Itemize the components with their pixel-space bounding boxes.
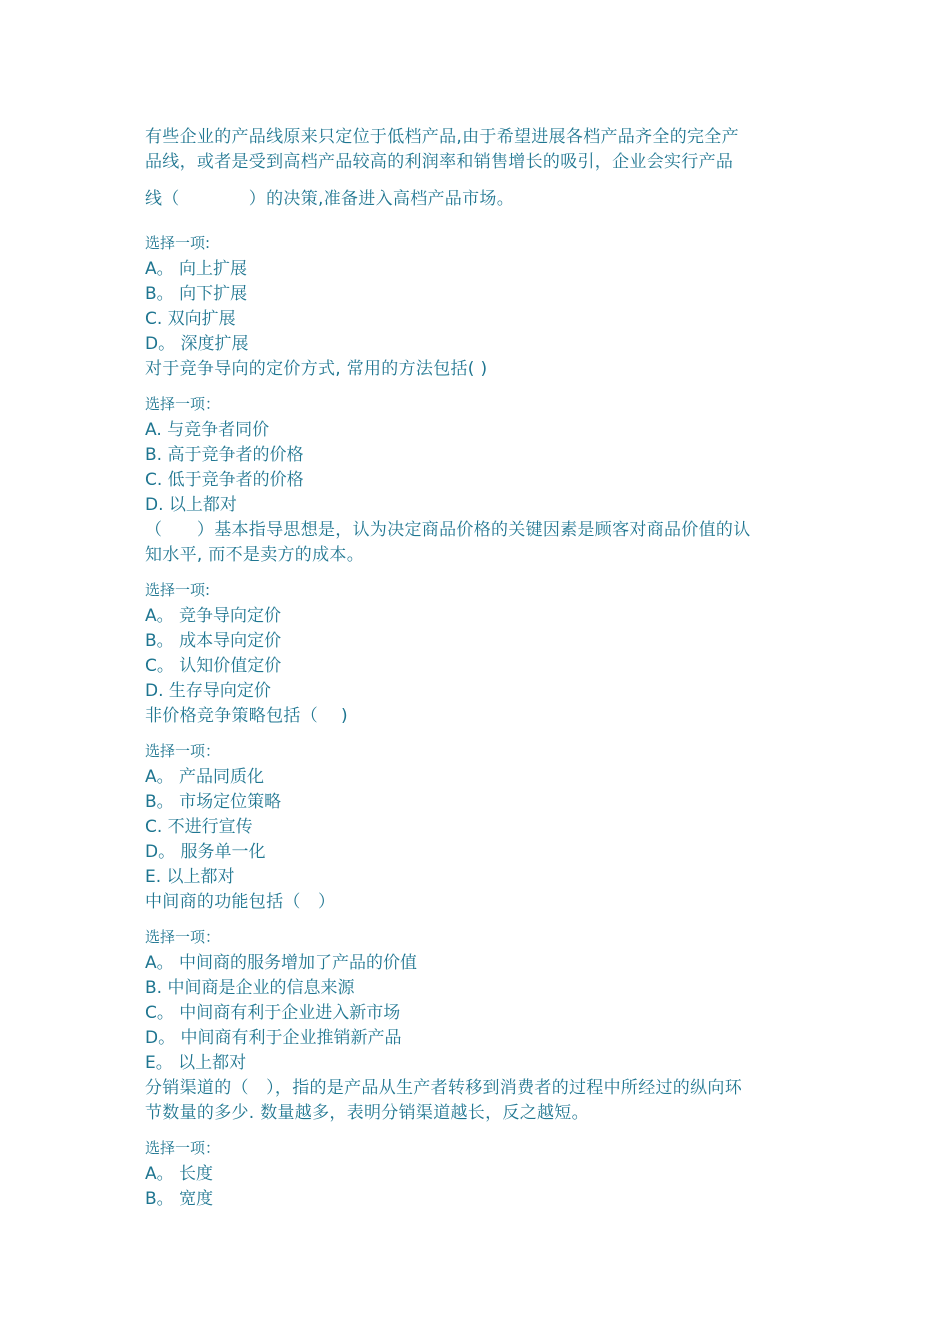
question-3-option-c[interactable]: C。 认知价值定价 xyxy=(145,656,282,676)
question-6 xyxy=(145,1076,810,1212)
question-6-option-b[interactable]: B。 宽度 xyxy=(145,1189,214,1209)
question-6-line-1: 分销渠道的（ ），指的是产品从生产者转移到消费者的过程中所经过的纵向环 xyxy=(145,1078,742,1098)
question-1-prompt: 选择一项: xyxy=(145,234,211,252)
question-5-options xyxy=(145,951,810,1076)
question-5-option-a[interactable]: A。 中间商的服务增加了产品的价值 xyxy=(145,953,418,973)
question-5-option-e[interactable]: E。 以上都对 xyxy=(145,1053,247,1073)
question-3-option-b[interactable]: B。 成本导向定价 xyxy=(145,631,282,651)
question-3-prompt: 选择一项: xyxy=(145,581,211,599)
question-1-option-a[interactable]: A。 向上扩展 xyxy=(145,259,248,279)
question-3 xyxy=(145,518,810,704)
question-1-text xyxy=(145,125,810,212)
question-2-option-b[interactable]: B. 高于竞争者的价格 xyxy=(145,445,304,465)
question-1-option-d[interactable]: D。 深度扩展 xyxy=(145,334,249,354)
question-4-option-e[interactable]: E. 以上都对 xyxy=(145,867,235,887)
question-2-option-c[interactable]: C. 低于竞争者的价格 xyxy=(145,470,304,490)
question-3-options xyxy=(145,604,810,704)
question-2-option-d[interactable]: D. 以上都对 xyxy=(145,495,237,515)
question-4-option-b[interactable]: B。 市场定位策略 xyxy=(145,792,282,812)
question-2-text: 对于竞争导向的定价方式, 常用的方法包括( ) xyxy=(145,359,488,379)
question-3-line-2: 知水平, 而不是卖方的成本。 xyxy=(145,545,365,565)
question-2 xyxy=(145,357,810,518)
question-1-line-1: 有些企业的产品线原来只定位于低档产品,由于希望进展各档产品齐全的完全产 xyxy=(145,127,739,147)
question-5-text: 中间商的功能包括（ ） xyxy=(145,892,336,912)
question-6-line-2: 节数量的多少. 数量越多，表明分销渠道越长，反之越短。 xyxy=(145,1103,589,1123)
question-5-prompt: 选择一项： xyxy=(145,928,221,946)
question-5-option-d[interactable]: D。 中间商有利于企业推销新产品 xyxy=(145,1028,402,1048)
question-6-prompt: 选择一项： xyxy=(145,1139,221,1157)
question-5-option-c[interactable]: C。 中间商有利于企业进入新市场 xyxy=(145,1003,401,1023)
question-4-option-d[interactable]: D。 服务单一化 xyxy=(145,842,266,862)
question-4 xyxy=(145,704,810,890)
question-3-option-d[interactable]: D. 生存导向定价 xyxy=(145,681,271,701)
question-4-option-c[interactable]: C. 不进行宣传 xyxy=(145,817,253,837)
question-6-option-a[interactable]: A。 长度 xyxy=(145,1164,214,1184)
question-2-options xyxy=(145,418,810,518)
question-5-option-b[interactable]: B. 中间商是企业的信息来源 xyxy=(145,978,355,998)
question-1-line-2: 品线，或者是受到高档产品较高的利润率和销售增长的吸引，企业会实行产品 xyxy=(145,152,734,172)
question-4-option-a[interactable]: A。 产品同质化 xyxy=(145,767,265,787)
question-1-options xyxy=(145,257,810,357)
question-1-line-3: 线（ ）的决策,准备进入高档产品市场。 xyxy=(145,189,515,209)
question-3-text xyxy=(145,518,810,568)
question-2-prompt: 选择一项： xyxy=(145,395,221,413)
question-4-options xyxy=(145,765,810,890)
question-2-option-a[interactable]: A. 与竞争者同价 xyxy=(145,420,270,440)
question-3-line-1: （ ）基本指导思想是，认为决定商品价格的关键因素是顾客对商品价值的认 xyxy=(145,520,751,540)
question-6-options xyxy=(145,1162,810,1212)
question-1-option-b[interactable]: B。 向下扩展 xyxy=(145,284,248,304)
question-4-text: 非价格竞争策略包括（ ) xyxy=(145,706,348,726)
question-1-option-c[interactable]: C. 双向扩展 xyxy=(145,309,236,329)
question-3-option-a[interactable]: A。 竞争导向定价 xyxy=(145,606,282,626)
question-4-prompt: 选择一项： xyxy=(145,742,221,760)
document-page xyxy=(145,125,810,1212)
question-6-text xyxy=(145,1076,810,1126)
question-5 xyxy=(145,890,810,1076)
question-1 xyxy=(145,125,810,357)
